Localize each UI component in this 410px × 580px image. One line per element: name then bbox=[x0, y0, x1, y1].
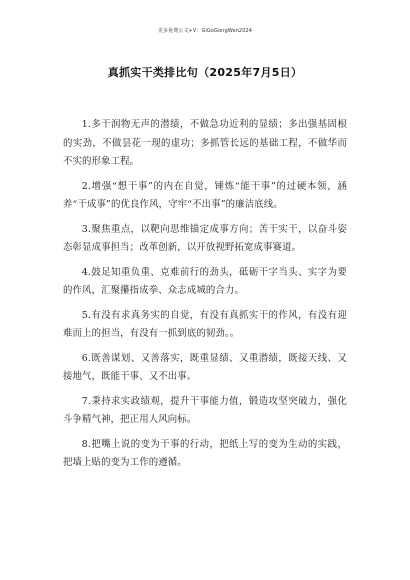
paragraph-6: 6.既善谋划、又善落实，既重显绩、又重潜绩，既接天线、又接地气，既能干事、又不出事。 bbox=[63, 352, 347, 382]
document-title: 真抓实干类排比句（2025年7月5日） bbox=[107, 66, 303, 79]
paragraph-3: 3.聚焦重点，以靶向思维锚定成事方向；苦干实干，以奋斗姿态彰显成事担当；改革创新，以开放视野拓宽成事赛道。 bbox=[63, 223, 347, 253]
document-body bbox=[63, 116, 347, 479]
paragraph-1: 1.多干润物无声的潜绩，不做急功近利的显绩；多出强基固根的实劲，不做昙花一现的虚功；多抓管长远的基础工程，不做华而不实的形象工程。 bbox=[63, 119, 347, 167]
paragraph-7: 7.秉持求实政绩观，提升干事能力值，锻造攻坚突破力，强化斗争精气神，把正用人风向标。 bbox=[63, 395, 347, 425]
paragraph-8: 8.把嘴上说的变为干事的行动，把纸上写的变为生动的实践，把墙上贴的变为工作的遵循。 bbox=[63, 438, 347, 468]
paragraph-4: 4.鼓足知重负重、克难前行的劲头，砥砺干字当头、实字为要的作风，汇聚攥指成拳、众志成城的合力。 bbox=[63, 266, 347, 296]
header-note: 更多免费公文+V：GiGoGongWen2024 bbox=[157, 28, 253, 34]
paragraph-5: 5.有没有求真务实的自觉，有没有真抓实干的作风，有没有迎难而上的担当，有没有一抓到底的韧劲。。 bbox=[63, 309, 347, 339]
paragraph-2: 2.增强“想干事”的内在自觉，锤炼“能干事”的过硬本领，涵养“干成事”的优良作风，守牢“不出事”的廉洁底线。 bbox=[63, 180, 347, 210]
